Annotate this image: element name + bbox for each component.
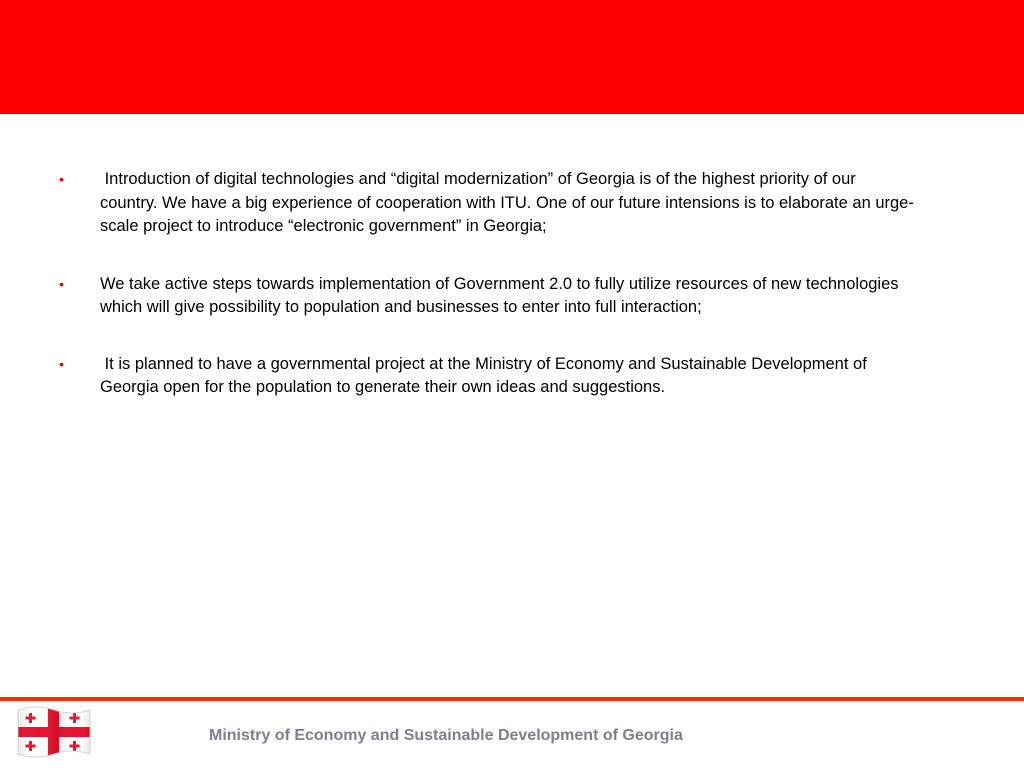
bullet-item-2 xyxy=(56,273,916,320)
bullet-icon: • xyxy=(59,355,64,372)
bullet-item-1 xyxy=(56,168,916,239)
bullet-text: It is planned to have a governmental project at the Ministry of Economy and Sustainable Development of Georgia open for the population to generate their own ideas and suggestions. xyxy=(100,354,872,396)
bullet-icon: • xyxy=(59,171,64,187)
bullet-list xyxy=(56,168,916,434)
bullet-text: Introduction of digital technologies and “digital modernization” of Georgia is of the highest priority of our country. We have a big experience of cooperation with ITU. One of our future intensions is to elaborate an urge-scale project to introduce “electronic government” in Georgia; xyxy=(100,170,914,235)
header-band xyxy=(0,0,1024,114)
footer-divider xyxy=(0,697,1024,701)
footer-ministry-name: Ministry of Economy and Sustainable Development of Georgia xyxy=(209,727,683,744)
bullet-item-3 xyxy=(56,353,916,400)
bullet-icon: • xyxy=(59,275,64,292)
georgia-flag-icon xyxy=(14,704,92,762)
bullet-text: We take active steps towards implementation of Government 2.0 to fully utilize resources of new technologies which will give possibility to population and businesses to enter into full interaction; xyxy=(100,274,904,316)
